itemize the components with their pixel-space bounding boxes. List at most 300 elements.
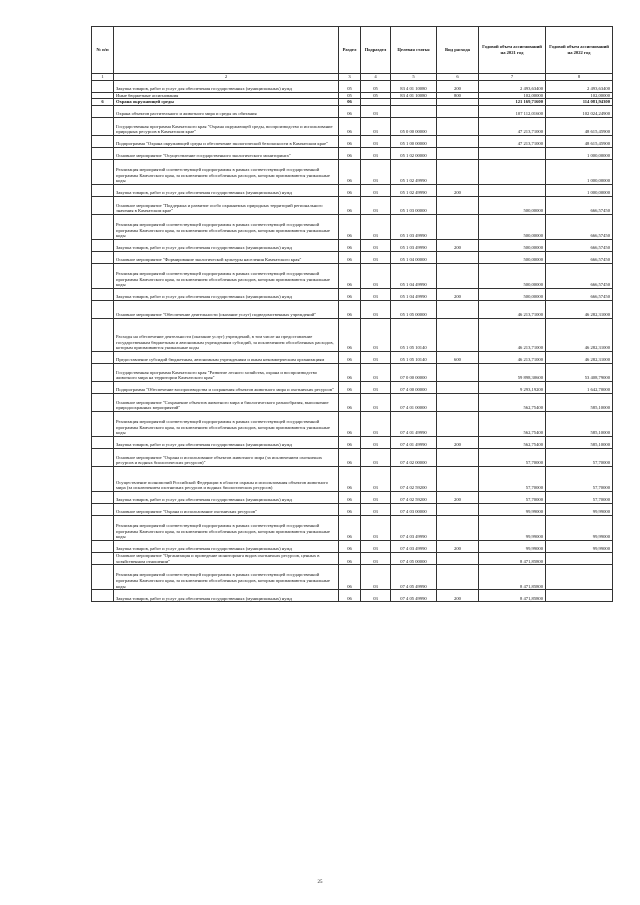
header-name — [114, 27, 339, 74]
row-number-cell — [92, 106, 114, 118]
row-number-cell — [92, 492, 114, 504]
subsection-code-cell: 03 — [361, 492, 391, 504]
section-code-cell: 06 — [339, 215, 361, 240]
target-article-cell: 07 4 02 59200 — [391, 467, 437, 492]
row-number-cell — [92, 240, 114, 252]
target-article-cell: 07 4 03 00000 — [391, 504, 437, 516]
table-row — [92, 148, 613, 160]
row-name-cell: Закупка товаров, работ и услуг для обеспечения государственных (муниципальных) нужд — [114, 289, 339, 301]
table-row — [92, 80, 613, 92]
subsection-code-cell: 03 — [361, 118, 391, 136]
target-article-cell: 07 4 01 49990 — [391, 412, 437, 437]
row-number-cell — [92, 252, 114, 264]
section-code-cell: 06 — [339, 412, 361, 437]
expense-type-cell — [437, 553, 479, 565]
row-number-cell — [92, 197, 114, 215]
row-name-cell: Осуществление полномочий Российской Федерации в области охраны и использования объектов животного мира (за исключением охотничьих ресурсов и водных биологических ресурсов) — [114, 467, 339, 492]
subsection-code-cell: 03 — [361, 565, 391, 590]
amount-2021-cell: 47 213,71000 — [479, 136, 546, 148]
row-number-cell — [92, 590, 114, 602]
target-article-cell: 05 1 04 49990 — [391, 289, 437, 301]
column-number: 8 — [546, 74, 613, 81]
subsection-code-cell: 03 — [361, 252, 391, 264]
expense-type-cell — [437, 301, 479, 319]
row-number-cell — [92, 382, 114, 394]
subsection-code-cell: 03 — [361, 106, 391, 118]
row-name-cell: Основное мероприятие "Формирование экологической культуры населения Камчатского края" — [114, 252, 339, 264]
row-name-cell: Закупка товаров, работ и услуг для обеспечения государственных (муниципальных) нужд — [114, 492, 339, 504]
amount-2021-cell — [479, 148, 546, 160]
amount-2022-cell: 1 000,00000 — [546, 185, 613, 197]
amount-2021-cell: 562,75400 — [479, 412, 546, 437]
amount-2022-cell: 585,10000 — [546, 437, 613, 449]
subsection-code-cell: 03 — [361, 197, 391, 215]
row-number-cell — [92, 80, 114, 92]
row-name-cell: Предоставление субсидий бюджетным, автономным учреждениям и иным некоммерческим организациям — [114, 352, 339, 364]
row-number-cell: 6 — [92, 99, 114, 106]
target-article-cell: 07 4 05 00000 — [391, 553, 437, 565]
expense-type-cell: 200 — [437, 80, 479, 92]
target-article-cell: 83 4 01 10080 — [391, 80, 437, 92]
expense-type-cell — [437, 148, 479, 160]
header-subsection: Подраздел — [361, 27, 391, 74]
amount-2021-cell: 121 169,71600 — [479, 99, 546, 106]
amount-2022-cell: 666,57450 — [546, 264, 613, 289]
column-number: 4 — [361, 74, 391, 81]
amount-2022-cell: 666,57450 — [546, 240, 613, 252]
expense-type-cell: 200 — [437, 185, 479, 197]
row-number-cell — [92, 319, 114, 352]
target-article-cell: 07 4 05 49990 — [391, 590, 437, 602]
table-row — [92, 319, 613, 352]
amount-2021-cell: 57,70000 — [479, 449, 546, 467]
row-number-cell — [92, 352, 114, 364]
amount-2021-cell: 8 471,85800 — [479, 553, 546, 565]
section-code-cell: 06 — [339, 148, 361, 160]
amount-2021-cell: 47 213,71000 — [479, 118, 546, 136]
amount-2022-cell — [546, 590, 613, 602]
table-row — [92, 382, 613, 394]
amount-2022-cell: 99,99000 — [546, 541, 613, 553]
section-code-cell: 06 — [339, 252, 361, 264]
row-number-cell — [92, 412, 114, 437]
row-number-cell — [92, 118, 114, 136]
header-target-article: Целевая статья — [391, 27, 437, 74]
row-number-cell — [92, 541, 114, 553]
subsection-code-cell: 03 — [361, 364, 391, 382]
subsection-code-cell: 03 — [361, 590, 391, 602]
subsection-code-cell: 03 — [361, 382, 391, 394]
target-article-cell: 07 4 03 49990 — [391, 516, 437, 541]
row-name-cell: Основное мероприятие "Охрана и использование объектов животного мира (за исключением охотничьих ресурсов и водных биологических ресурсов)" — [114, 449, 339, 467]
header-expense-type: Вид расхода — [437, 27, 479, 74]
target-article-cell: 05 1 05 00000 — [391, 301, 437, 319]
subsection-code-cell: 05 — [361, 92, 391, 99]
amount-2021-cell: 102,00000 — [479, 92, 546, 99]
row-number-cell — [92, 449, 114, 467]
table-row — [92, 92, 613, 99]
target-article-cell: 07 4 00 00000 — [391, 382, 437, 394]
expense-type-cell — [437, 449, 479, 467]
row-name-cell: Основное мероприятие "Обеспечение деятельности (оказание услуг) подведомственных учреждений" — [114, 301, 339, 319]
header-volume-2022: Годовой объем ассигнований на 2022 год — [546, 27, 613, 74]
table-row — [92, 289, 613, 301]
subsection-code-cell: 03 — [361, 264, 391, 289]
section-code-cell: 06 — [339, 106, 361, 118]
subsection-code-cell: 03 — [361, 437, 391, 449]
row-number-cell — [92, 553, 114, 565]
subsection-code-cell: 03 — [361, 516, 391, 541]
subsection-code-cell: 03 — [361, 319, 391, 352]
amount-2021-cell: 46 213,71000 — [479, 319, 546, 352]
table-row — [92, 240, 613, 252]
row-name-cell: Реализация мероприятий соответствующей подпрограммы в рамках соответствующей государственной программы Камчатского края, за исключением обособленных расходов, которым присваиваются уникальные коды — [114, 412, 339, 437]
expense-type-cell — [437, 412, 479, 437]
section-code-cell: 06 — [339, 160, 361, 185]
row-number-cell — [92, 437, 114, 449]
expense-type-cell — [437, 382, 479, 394]
amount-2022-cell: 1 000,00000 — [546, 148, 613, 160]
target-article-cell: 05 1 03 49990 — [391, 215, 437, 240]
table-row — [92, 301, 613, 319]
amount-2022-cell: 48 615,45900 — [546, 136, 613, 148]
row-number-cell — [92, 148, 114, 160]
row-name-cell: Государственная программа Камчатского края "Развитие лесного хозяйства, охрана и воспроизводство животного мира на территории Камчатского края" — [114, 364, 339, 382]
section-code-cell: 05 — [339, 92, 361, 99]
row-name-cell: Закупка товаров, работ и услуг для обеспечения государственных (муниципальных) нужд — [114, 80, 339, 92]
amount-2022-cell: 46 282,31000 — [546, 352, 613, 364]
amount-2021-cell: 8 471,85800 — [479, 565, 546, 590]
amount-2022-cell: 114 081,94300 — [546, 99, 613, 106]
section-code-cell: 06 — [339, 516, 361, 541]
amount-2021-cell: 99,99000 — [479, 516, 546, 541]
amount-2022-cell: 666,57450 — [546, 197, 613, 215]
expense-type-cell — [437, 99, 479, 106]
target-article-cell: 05 1 03 49990 — [391, 240, 437, 252]
amount-2022-cell: 585,10000 — [546, 394, 613, 412]
target-article-cell: 05 1 04 00000 — [391, 252, 437, 264]
amount-2022-cell: 666,57450 — [546, 215, 613, 240]
subsection-code-cell: 03 — [361, 136, 391, 148]
subsection-code-cell: 03 — [361, 301, 391, 319]
header-row — [92, 27, 613, 74]
row-number-cell — [92, 394, 114, 412]
expense-type-cell — [437, 504, 479, 516]
row-name-cell: Основное мероприятие "Сохранение объектов животного мира и биологического разнообразия, выполнение природоохранных мероприятий" — [114, 394, 339, 412]
table-row — [92, 106, 613, 118]
column-number-row — [92, 74, 613, 81]
table-row — [92, 449, 613, 467]
section-code-cell: 06 — [339, 264, 361, 289]
row-number-cell — [92, 364, 114, 382]
section-code-cell: 05 — [339, 80, 361, 92]
row-number-cell — [92, 264, 114, 289]
expense-type-cell: 200 — [437, 492, 479, 504]
expense-type-cell: 200 — [437, 541, 479, 553]
target-article-cell — [391, 106, 437, 118]
subsection-code-cell: 03 — [361, 541, 391, 553]
amount-2021-cell: 46 213,71000 — [479, 301, 546, 319]
target-article-cell: 05 1 02 49990 — [391, 160, 437, 185]
section-code-cell: 06 — [339, 394, 361, 412]
expense-type-cell: 200 — [437, 437, 479, 449]
table-row — [92, 541, 613, 553]
expense-type-cell — [437, 160, 479, 185]
amount-2022-cell: 102 024,24900 — [546, 106, 613, 118]
row-name-cell: Закупка товаров, работ и услуг для обеспечения государственных (муниципальных) нужд — [114, 185, 339, 197]
row-name-cell: Подпрограмма "Обеспечение воспроизводства и сохранения объектов животного мира и охотничьих ресурсов" — [114, 382, 339, 394]
row-name-cell: Реализация мероприятий соответствующей подпрограммы в рамках соответствующей государственной программы Камчатского края, за исключением обособленных расходов, которым присваиваются уникальные коды — [114, 215, 339, 240]
table-row — [92, 437, 613, 449]
row-name-cell: Охрана объектов растительного и животного мира и среды их обитания — [114, 106, 339, 118]
section-code-cell: 06 — [339, 118, 361, 136]
amount-2021-cell: 57,70000 — [479, 492, 546, 504]
row-name-cell: Основное мероприятие "Охрана и использование охотничьих ресурсов" — [114, 504, 339, 516]
page-number: 25 — [317, 880, 323, 885]
column-number: 7 — [479, 74, 546, 81]
amount-2022-cell: 99,99000 — [546, 504, 613, 516]
expense-type-cell — [437, 516, 479, 541]
expense-type-cell — [437, 394, 479, 412]
expense-type-cell: 200 — [437, 289, 479, 301]
table-row — [92, 492, 613, 504]
expense-type-cell — [437, 215, 479, 240]
amount-2022-cell: 1 000,00000 — [546, 160, 613, 185]
row-number-cell — [92, 92, 114, 99]
target-article-cell: 07 4 05 49990 — [391, 565, 437, 590]
subsection-code-cell: 03 — [361, 289, 391, 301]
table-row — [92, 99, 613, 106]
amount-2021-cell: 9 293,19200 — [479, 382, 546, 394]
expense-type-cell — [437, 118, 479, 136]
expense-type-cell — [437, 136, 479, 148]
subsection-code-cell: 03 — [361, 352, 391, 364]
amount-2022-cell: 46 282,31000 — [546, 319, 613, 352]
subsection-code-cell: 03 — [361, 467, 391, 492]
section-code-cell: 06 — [339, 590, 361, 602]
amount-2022-cell — [546, 553, 613, 565]
target-article-cell: 07 4 01 49990 — [391, 437, 437, 449]
amount-2021-cell: 46 213,71000 — [479, 352, 546, 364]
amount-2022-cell: 1 642,70000 — [546, 382, 613, 394]
amount-2021-cell: 562,75400 — [479, 437, 546, 449]
amount-2022-cell: 53 408,79000 — [546, 364, 613, 382]
table-row — [92, 215, 613, 240]
target-article-cell: 05 1 04 49990 — [391, 264, 437, 289]
expense-type-cell — [437, 565, 479, 590]
amount-2022-cell: 48 615,45900 — [546, 118, 613, 136]
subsection-code-cell: 03 — [361, 185, 391, 197]
row-name-cell: Подпрограмма "Охрана окружающей среды и обеспечение экологической безопасности в Камчатском крае" — [114, 136, 339, 148]
table-row — [92, 118, 613, 136]
target-article-cell: 07 4 03 49990 — [391, 541, 437, 553]
table-row — [92, 590, 613, 602]
amount-2022-cell: 585,10000 — [546, 412, 613, 437]
header-section: Раздел — [339, 27, 361, 74]
row-name-cell: Основное мероприятие "Осуществление государственного экологического мониторинга" — [114, 148, 339, 160]
row-name-cell: Основное мероприятие "Организация и проведение мониторинга видов охотничьих ресурсов, ценных в хозяйственном отношении" — [114, 553, 339, 565]
row-number-cell — [92, 467, 114, 492]
expense-type-cell — [437, 319, 479, 352]
section-code-cell: 06 — [339, 382, 361, 394]
expense-type-cell — [437, 252, 479, 264]
header-volume-2021: Годовой объем ассигнований на 2021 год — [479, 27, 546, 74]
subsection-code-cell: 03 — [361, 160, 391, 185]
target-article-cell: 05 1 05 10140 — [391, 319, 437, 352]
amount-2021-cell — [479, 185, 546, 197]
section-code-cell: 06 — [339, 136, 361, 148]
target-article-cell — [391, 99, 437, 106]
amount-2022-cell — [546, 565, 613, 590]
subsection-code-cell: 03 — [361, 215, 391, 240]
amount-2021-cell: 500,00000 — [479, 289, 546, 301]
amount-2022-cell: 666,57450 — [546, 289, 613, 301]
row-name-cell: Реализация мероприятий соответствующей подпрограммы в рамках соответствующей государственной программы Камчатского края, за исключением обособленных расходов, которым присваиваются уникальные коды — [114, 516, 339, 541]
row-name-cell: Расходы на обеспечение деятельности (оказание услуг) учреждений, в том числе на предоставление государственным бюджетным и автономным учреждениям субсидий, за исключением обособленных расходов, которым присваиваются уникальные коды — [114, 319, 339, 352]
section-code-cell: 06 — [339, 352, 361, 364]
table-row — [92, 553, 613, 565]
row-name-cell: Реализация мероприятий соответствующей подпрограммы в рамках соответствующей государственной программы Камчатского края, за исключением обособленных расходов, которым присваиваются уникальные коды — [114, 264, 339, 289]
table-row — [92, 565, 613, 590]
expense-type-cell — [437, 106, 479, 118]
expense-type-cell: 600 — [437, 352, 479, 364]
amount-2021-cell: 500,00000 — [479, 264, 546, 289]
target-article-cell: 05 1 05 10140 — [391, 352, 437, 364]
amount-2021-cell: 500,00000 — [479, 215, 546, 240]
section-code-cell: 06 — [339, 364, 361, 382]
section-code-cell: 06 — [339, 492, 361, 504]
table-row — [92, 252, 613, 264]
expense-type-cell — [437, 197, 479, 215]
table-row — [92, 364, 613, 382]
amount-2022-cell: 99,99000 — [546, 516, 613, 541]
section-code-cell: 06 — [339, 449, 361, 467]
row-number-cell — [92, 160, 114, 185]
table-row — [92, 264, 613, 289]
section-code-cell: 06 — [339, 185, 361, 197]
target-article-cell: 05 1 00 00000 — [391, 136, 437, 148]
row-name-cell: Реализация мероприятий соответствующей подпрограммы в рамках соответствующей государственной программы Камчатского края, за исключением обособленных расходов, которым присваиваются уникальные коды — [114, 565, 339, 590]
column-number: 2 — [114, 74, 339, 81]
budget-table — [91, 26, 613, 602]
row-name-cell: Закупка товаров, работ и услуг для обеспечения государственных (муниципальных) нужд — [114, 437, 339, 449]
section-code-cell: 06 — [339, 240, 361, 252]
row-number-cell — [92, 516, 114, 541]
subsection-code-cell: 03 — [361, 412, 391, 437]
target-article-cell: 05 1 02 00000 — [391, 148, 437, 160]
subsection-code-cell: 03 — [361, 504, 391, 516]
target-article-cell: 05 0 00 00000 — [391, 118, 437, 136]
amount-2021-cell: 99,99000 — [479, 504, 546, 516]
subsection-code-cell: 05 — [361, 80, 391, 92]
subsection-code-cell: 03 — [361, 449, 391, 467]
section-code-cell: 06 — [339, 565, 361, 590]
table-row — [92, 394, 613, 412]
table-row — [92, 467, 613, 492]
amount-2021-cell: 500,00000 — [479, 197, 546, 215]
amount-2021-cell: 107 112,01600 — [479, 106, 546, 118]
amount-2022-cell: 666,57450 — [546, 252, 613, 264]
column-number: 5 — [391, 74, 437, 81]
table-row — [92, 197, 613, 215]
row-name-cell: Закупка товаров, работ и услуг для обеспечения государственных (муниципальных) нужд — [114, 240, 339, 252]
amount-2021-cell: 500,00000 — [479, 240, 546, 252]
section-code-cell: 06 — [339, 301, 361, 319]
amount-2022-cell: 57,70000 — [546, 467, 613, 492]
row-name-cell: Закупка товаров, работ и услуг для обеспечения государственных (муниципальных) нужд — [114, 541, 339, 553]
section-code-cell: 06 — [339, 504, 361, 516]
amount-2022-cell: 57,70000 — [546, 449, 613, 467]
subsection-code-cell: 03 — [361, 148, 391, 160]
amount-2021-cell: 8 471,85800 — [479, 590, 546, 602]
amount-2022-cell: 57,70000 — [546, 492, 613, 504]
amount-2022-cell: 46 282,31000 — [546, 301, 613, 319]
expense-type-cell — [437, 467, 479, 492]
amount-2022-cell: 2 493,63400 — [546, 80, 613, 92]
subsection-code-cell: 03 — [361, 240, 391, 252]
table-row — [92, 504, 613, 516]
target-article-cell: 07 4 02 59200 — [391, 492, 437, 504]
section-code-cell: 06 — [339, 99, 361, 106]
row-number-cell — [92, 215, 114, 240]
section-code-cell: 06 — [339, 467, 361, 492]
amount-2021-cell: 2 493,63400 — [479, 80, 546, 92]
amount-2021-cell: 59 898,30600 — [479, 364, 546, 382]
table-row — [92, 136, 613, 148]
amount-2021-cell — [479, 160, 546, 185]
header-num: № п/п — [92, 27, 114, 74]
subsection-code-cell: 03 — [361, 553, 391, 565]
section-code-cell: 06 — [339, 319, 361, 352]
section-code-cell: 06 — [339, 541, 361, 553]
row-name-cell: Государственная программа Камчатского края "Охрана окружающей среды, воспроизводство и использование природных ресурсов в Камчатском крае" — [114, 118, 339, 136]
amount-2021-cell: 99,99000 — [479, 541, 546, 553]
subsection-code-cell — [361, 99, 391, 106]
row-number-cell — [92, 565, 114, 590]
table-row — [92, 352, 613, 364]
target-article-cell: 05 1 02 49990 — [391, 185, 437, 197]
subsection-code-cell: 03 — [361, 394, 391, 412]
column-number: 1 — [92, 74, 114, 81]
amount-2022-cell: 102,00000 — [546, 92, 613, 99]
row-name-cell: Закупка товаров, работ и услуг для обеспечения государственных (муниципальных) нужд — [114, 590, 339, 602]
expense-type-cell — [437, 364, 479, 382]
amount-2021-cell: 500,00000 — [479, 252, 546, 264]
table-row — [92, 516, 613, 541]
row-name-cell: Основное мероприятие "Поддержка и развитие особо охраняемых природных территорий регионального значения в Камчатском крае" — [114, 197, 339, 215]
row-number-cell — [92, 289, 114, 301]
table-row — [92, 160, 613, 185]
section-code-cell: 06 — [339, 437, 361, 449]
target-article-cell: 07 4 02 00000 — [391, 449, 437, 467]
target-article-cell: 83 4 01 10080 — [391, 92, 437, 99]
expense-type-cell: 800 — [437, 92, 479, 99]
table-row — [92, 412, 613, 437]
target-article-cell: 07 0 00 00000 — [391, 364, 437, 382]
row-number-cell — [92, 136, 114, 148]
row-number-cell — [92, 301, 114, 319]
table-row — [92, 185, 613, 197]
row-number-cell — [92, 504, 114, 516]
amount-2021-cell: 57,70000 — [479, 467, 546, 492]
expense-type-cell: 200 — [437, 240, 479, 252]
row-number-cell — [92, 185, 114, 197]
row-name-cell: Реализация мероприятий соответствующей подпрограммы в рамках соответствующей государственной программы Камчатского края, за исключением обособленных расходов, которым присваиваются уникальные коды — [114, 160, 339, 185]
row-name-cell: Охрана окружающей среды — [114, 99, 339, 106]
amount-2021-cell: 562,75400 — [479, 394, 546, 412]
target-article-cell: 07 4 01 00000 — [391, 394, 437, 412]
section-code-cell: 06 — [339, 553, 361, 565]
